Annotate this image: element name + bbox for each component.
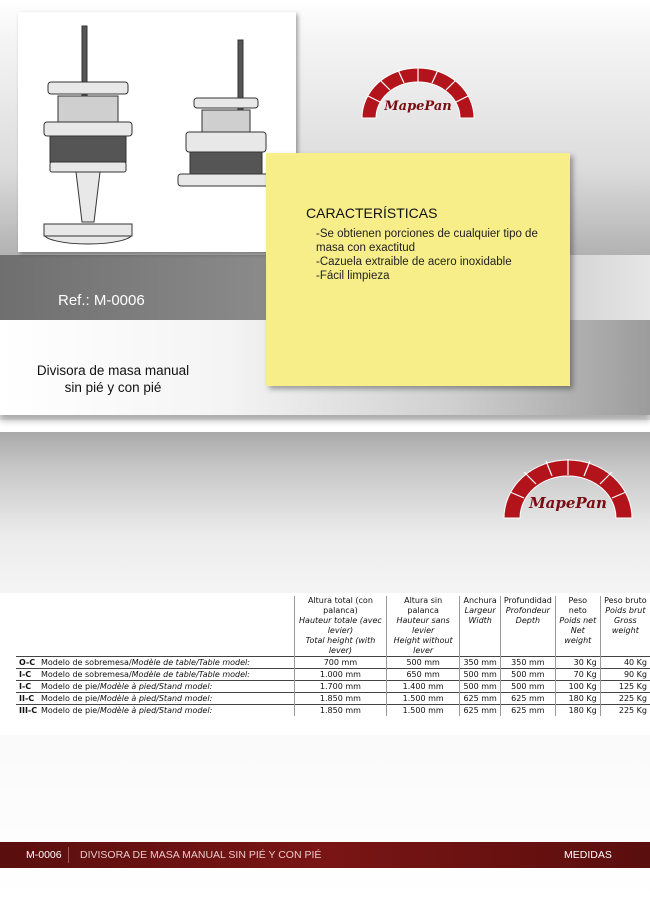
- subtitle-line-2: sin pié y con pié: [64, 380, 162, 395]
- features-title: CARACTERÍSTICAS: [306, 205, 438, 221]
- model-code: I-C: [19, 682, 32, 691]
- value-cell: 650 mm: [386, 669, 460, 681]
- model-cell: [16, 705, 295, 717]
- model-name-translation: Modèle à pied/Stand model:: [99, 682, 213, 691]
- value-cell: 1.850 mm: [295, 705, 387, 717]
- column-header: [295, 596, 387, 657]
- footer-description: DIVISORA DE MASA MANUAL SIN PIÉ Y CON PIÉ: [80, 849, 322, 861]
- column-header-fr: Hauteur totale (avec levier): [299, 616, 382, 635]
- column-header-en: Width: [468, 616, 492, 625]
- product-sheet-page-1: [0, 0, 650, 420]
- subtitle-line-1: Divisora de masa manual: [36, 363, 190, 378]
- table-row: [16, 657, 650, 669]
- value-cell: 125 Kg: [600, 681, 650, 693]
- product-subtitle: [18, 362, 208, 396]
- column-header-fr: Profondeur: [505, 606, 550, 615]
- model-name: Modelo de pie/: [41, 682, 100, 691]
- value-cell: 1.700 mm: [295, 681, 387, 693]
- value-cell: 180 Kg: [555, 693, 600, 705]
- brand-logo: [498, 452, 638, 529]
- table-header: [16, 596, 650, 657]
- footer-divider: [68, 847, 69, 863]
- feature-item: -Se obtienen porciones de cualquier tipo de masa con exactitud: [316, 228, 538, 254]
- table-body: [16, 657, 650, 717]
- column-header-fr: Poids net: [559, 616, 597, 625]
- model-cell: [16, 693, 295, 705]
- value-cell: 500 mm: [386, 657, 460, 669]
- dimensions-table: [16, 596, 650, 716]
- table-row: [16, 669, 650, 681]
- brand-logo: [356, 62, 480, 129]
- model-code: I-C: [19, 670, 32, 679]
- value-cell: 500 mm: [460, 681, 500, 693]
- model-name: Modelo de pie/: [41, 694, 100, 703]
- feature-item: -Cazuela extraible de acero inoxidable: [316, 256, 512, 268]
- features-list: [316, 227, 556, 283]
- model-code: O-C: [19, 658, 36, 667]
- product-photo: [18, 12, 296, 252]
- column-header: [555, 596, 600, 657]
- column-header-es: Peso neto: [568, 596, 588, 615]
- model-name-translation: Modèle de table/Table model:: [131, 670, 250, 679]
- column-header-en: Net weight: [564, 626, 592, 645]
- column-header-es: Altura total (con palanca): [307, 596, 373, 615]
- column-header-es: Altura sin palanca: [404, 596, 443, 615]
- model-code: III-C: [19, 706, 38, 715]
- value-cell: 700 mm: [295, 657, 387, 669]
- value-cell: 70 Kg: [555, 669, 600, 681]
- model-name-translation: Modèle de table/Table model:: [131, 658, 250, 667]
- feature-item: -Fácil limpieza: [316, 270, 390, 282]
- model-cell: [16, 669, 295, 681]
- value-cell: 625 mm: [460, 693, 500, 705]
- column-header-fr: Hauteur sans levier: [396, 616, 450, 635]
- value-cell: 1.500 mm: [386, 693, 460, 705]
- model-name: Modelo de pie/: [41, 706, 100, 715]
- column-header-es: Anchura: [463, 596, 497, 605]
- footer-section: MEDIDAS: [564, 849, 612, 861]
- value-cell: 500 mm: [500, 669, 555, 681]
- model-name: Modelo de sobremesa/: [41, 670, 132, 679]
- column-header-en: Height without lever: [393, 636, 453, 655]
- table-header-blank: [16, 596, 295, 657]
- column-header: [460, 596, 500, 657]
- svg-text:MapePan: MapePan: [384, 99, 452, 114]
- value-cell: 1.500 mm: [386, 705, 460, 717]
- dimensions-table-panel: [0, 593, 650, 735]
- model-code: II-C: [19, 694, 35, 703]
- footer-code: M-0006: [26, 849, 62, 861]
- value-cell: 90 Kg: [600, 669, 650, 681]
- value-cell: 1.400 mm: [386, 681, 460, 693]
- value-cell: 625 mm: [500, 705, 555, 717]
- column-header-en: Gross weight: [611, 616, 639, 635]
- model-name: Modelo de sobremesa/: [41, 658, 132, 667]
- value-cell: 180 Kg: [555, 705, 600, 717]
- page-footer: [0, 842, 650, 868]
- column-header-fr: Poids brut: [605, 606, 646, 615]
- column-header: [386, 596, 460, 657]
- value-cell: 500 mm: [500, 681, 555, 693]
- value-cell: 625 mm: [460, 705, 500, 717]
- column-header-en: Depth: [515, 616, 541, 625]
- column-header: [500, 596, 555, 657]
- value-cell: 350 mm: [460, 657, 500, 669]
- model-cell: [16, 657, 295, 669]
- table-row: [16, 693, 650, 705]
- column-header-en: Total height (with lever): [305, 636, 376, 655]
- value-cell: 350 mm: [500, 657, 555, 669]
- model-name-translation: Modèle à pied/Stand model:: [99, 706, 213, 715]
- svg-text:MapePan: MapePan: [529, 494, 607, 512]
- column-header: [600, 596, 650, 657]
- features-note: [266, 153, 570, 386]
- value-cell: 625 mm: [500, 693, 555, 705]
- value-cell: 500 mm: [460, 669, 500, 681]
- value-cell: 225 Kg: [600, 693, 650, 705]
- value-cell: 1.850 mm: [295, 693, 387, 705]
- value-cell: 100 Kg: [555, 681, 600, 693]
- value-cell: 40 Kg: [600, 657, 650, 669]
- table-row: [16, 705, 650, 717]
- column-header-es: Peso bruto: [604, 596, 647, 605]
- table-row: [16, 681, 650, 693]
- model-cell: [16, 681, 295, 693]
- model-name-translation: Modèle à pied/Stand model:: [99, 694, 213, 703]
- column-header-fr: Largeur: [464, 606, 496, 615]
- column-header-es: Profundidad: [503, 596, 552, 605]
- product-reference: Ref.: M-0006: [58, 292, 145, 309]
- value-cell: 30 Kg: [555, 657, 600, 669]
- value-cell: 225 Kg: [600, 705, 650, 717]
- value-cell: 1.000 mm: [295, 669, 387, 681]
